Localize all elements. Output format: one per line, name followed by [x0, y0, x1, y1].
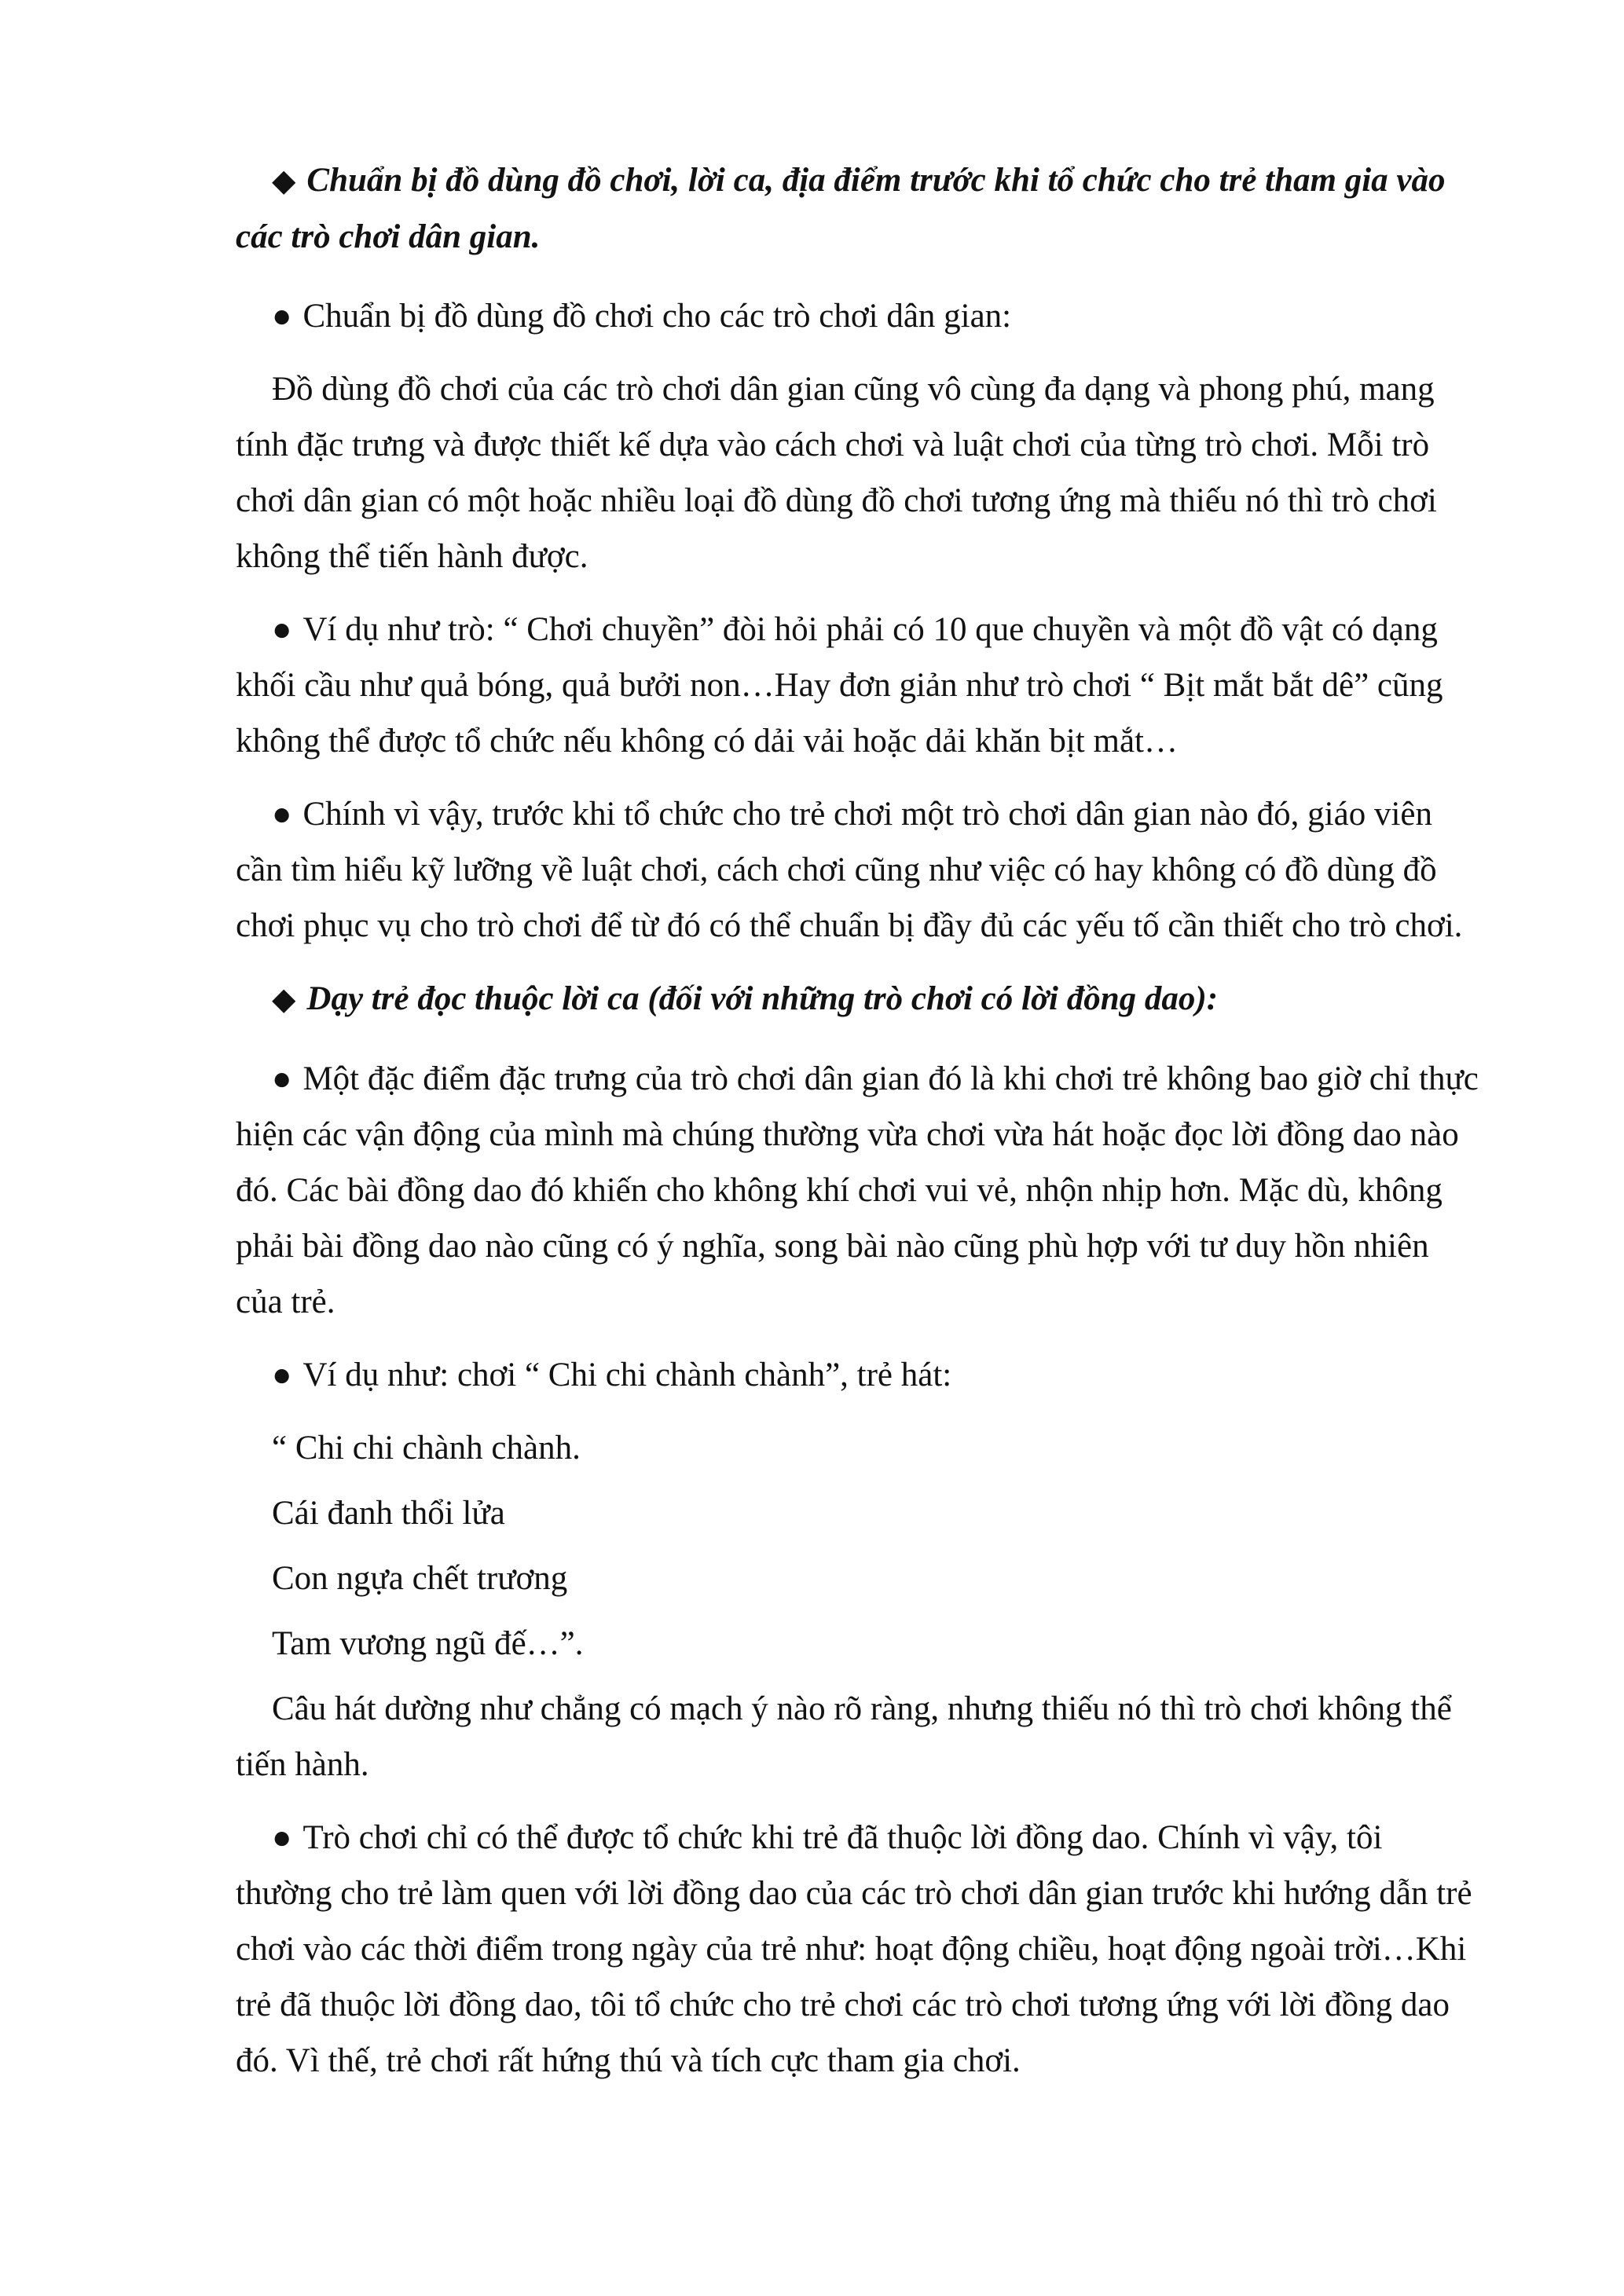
- bullet-paragraph-game-characteristic: [236, 1051, 1479, 1330]
- body-paragraph-song-meaning: [236, 1681, 1479, 1792]
- verse-line-2: [236, 1485, 1479, 1541]
- diamond-bullet-icon: ◆: [272, 163, 296, 198]
- verse-line-4: [236, 1616, 1479, 1672]
- body-paragraph-toys-variety: [236, 361, 1479, 584]
- paragraph-text: Một đặc điểm đặc trưng của trò chơi dân gian đó là khi chơi trẻ không bao giờ chỉ thực hiện các vận động của mình mà chúng thường vừa chơi vừa hát hoặc đọc lời đồng dao nào đó. Các bài đồng dao đó khiến cho không khí chơi vui vẻ, nhộn nhịp hơn. Mặc dù, không phải bài đồng dao nào cũng có ý nghĩa, song bài nào cũng phù hợp với tư duy hồn nhiên của trẻ.: [236, 1060, 1479, 1320]
- diamond-bullet-icon: ◆: [272, 982, 296, 1016]
- circle-bullet-icon: ●: [272, 1357, 292, 1393]
- verse-text: Tam vương ngũ đế…”.: [272, 1625, 584, 1662]
- heading-text: Dạy trẻ đọc thuộc lời ca (đối với những trò chơi có lời đồng dao):: [306, 980, 1219, 1017]
- circle-bullet-icon: ●: [272, 796, 292, 833]
- verse-text: Cái đanh thổi lửa: [272, 1495, 505, 1532]
- section-heading-preparation: [236, 152, 1479, 265]
- verse-line-1: [236, 1420, 1479, 1476]
- circle-bullet-icon: ●: [272, 1060, 292, 1097]
- paragraph-text: Câu hát dường như chẳng có mạch ý nào rõ ràng, nhưng thiếu nó thì trò chơi không thể tiến hành.: [236, 1690, 1452, 1783]
- bullet-paragraph-memorize-lyrics: [236, 1810, 1479, 2089]
- bullet-paragraph-example-games: [236, 602, 1479, 769]
- circle-bullet-icon: ●: [272, 1819, 292, 1856]
- section-heading-teach-lyrics: [236, 971, 1479, 1027]
- bullet-paragraph-teacher-research: [236, 786, 1479, 954]
- circle-bullet-icon: ●: [272, 298, 292, 335]
- heading-text: Chuẩn bị đồ dùng đồ chơi, lời ca, địa điểm trước khi tổ chức cho trẻ tham gia vào các trò chơi dân gian.: [236, 162, 1446, 255]
- paragraph-text: Trò chơi chỉ có thể được tổ chức khi trẻ đã thuộc lời đồng dao. Chính vì vậy, tôi thường cho trẻ làm quen với lời đồng dao của các trò chơi dân gian trước khi hướng dẫn trẻ chơi vào các thời điểm trong ngày của trẻ như: hoạt động chiều, hoạt động ngoài trời…Khi trẻ đã thuộc lời đồng dao, tôi tổ chức cho trẻ chơi các trò chơi tương ứng với lời đồng dao đó. Vì thế, trẻ chơi rất hứng thú và tích cực tham gia chơi.: [236, 1819, 1472, 2079]
- bullet-paragraph-example-song: [236, 1347, 1479, 1403]
- verse-text: “ Chi chi chành chành.: [272, 1430, 581, 1467]
- paragraph-text: Ví dụ như: chơi “ Chi chi chành chành”, trẻ hát:: [302, 1357, 952, 1393]
- paragraph-text: Chuẩn bị đồ dùng đồ chơi cho các trò chơi dân gian:: [302, 298, 1012, 335]
- verse-line-3: [236, 1551, 1479, 1606]
- paragraph-text: Chính vì vậy, trước khi tổ chức cho trẻ chơi một trò chơi dân gian nào đó, giáo viên cần tìm hiểu kỹ lưỡng về luật chơi, cách chơi cũng như việc có hay không có đồ dùng đồ chơi phục vụ cho trò chơi để từ đó có thể chuẩn bị đầy đủ các yếu tố cần thiết cho trò chơi.: [236, 796, 1463, 944]
- circle-bullet-icon: ●: [272, 611, 292, 648]
- bullet-paragraph-prepare-toys: [236, 288, 1479, 344]
- verse-text: Con ngựa chết trương: [272, 1560, 568, 1597]
- paragraph-text: Đồ dùng đồ chơi của các trò chơi dân gian cũng vô cùng đa dạng và phong phú, mang tính đặc trưng và được thiết kế dựa vào cách chơi và luật chơi của từng trò chơi. Mỗi trò chơi dân gian có một hoặc nhiều loại đồ dùng đồ chơi tương ứng mà thiếu nó thì trò chơi không thể tiến hành được.: [236, 371, 1437, 575]
- paragraph-text: Ví dụ như trò: “ Chơi chuyền” đòi hỏi phải có 10 que chuyền và một đồ vật có dạng khối cầu như quả bóng, quả bưởi non…Hay đơn giản như trò chơi “ Bịt mắt bắt dê” cũng không thể được tổ chức nếu không có dải vải hoặc dải khăn bịt mắt…: [236, 611, 1443, 760]
